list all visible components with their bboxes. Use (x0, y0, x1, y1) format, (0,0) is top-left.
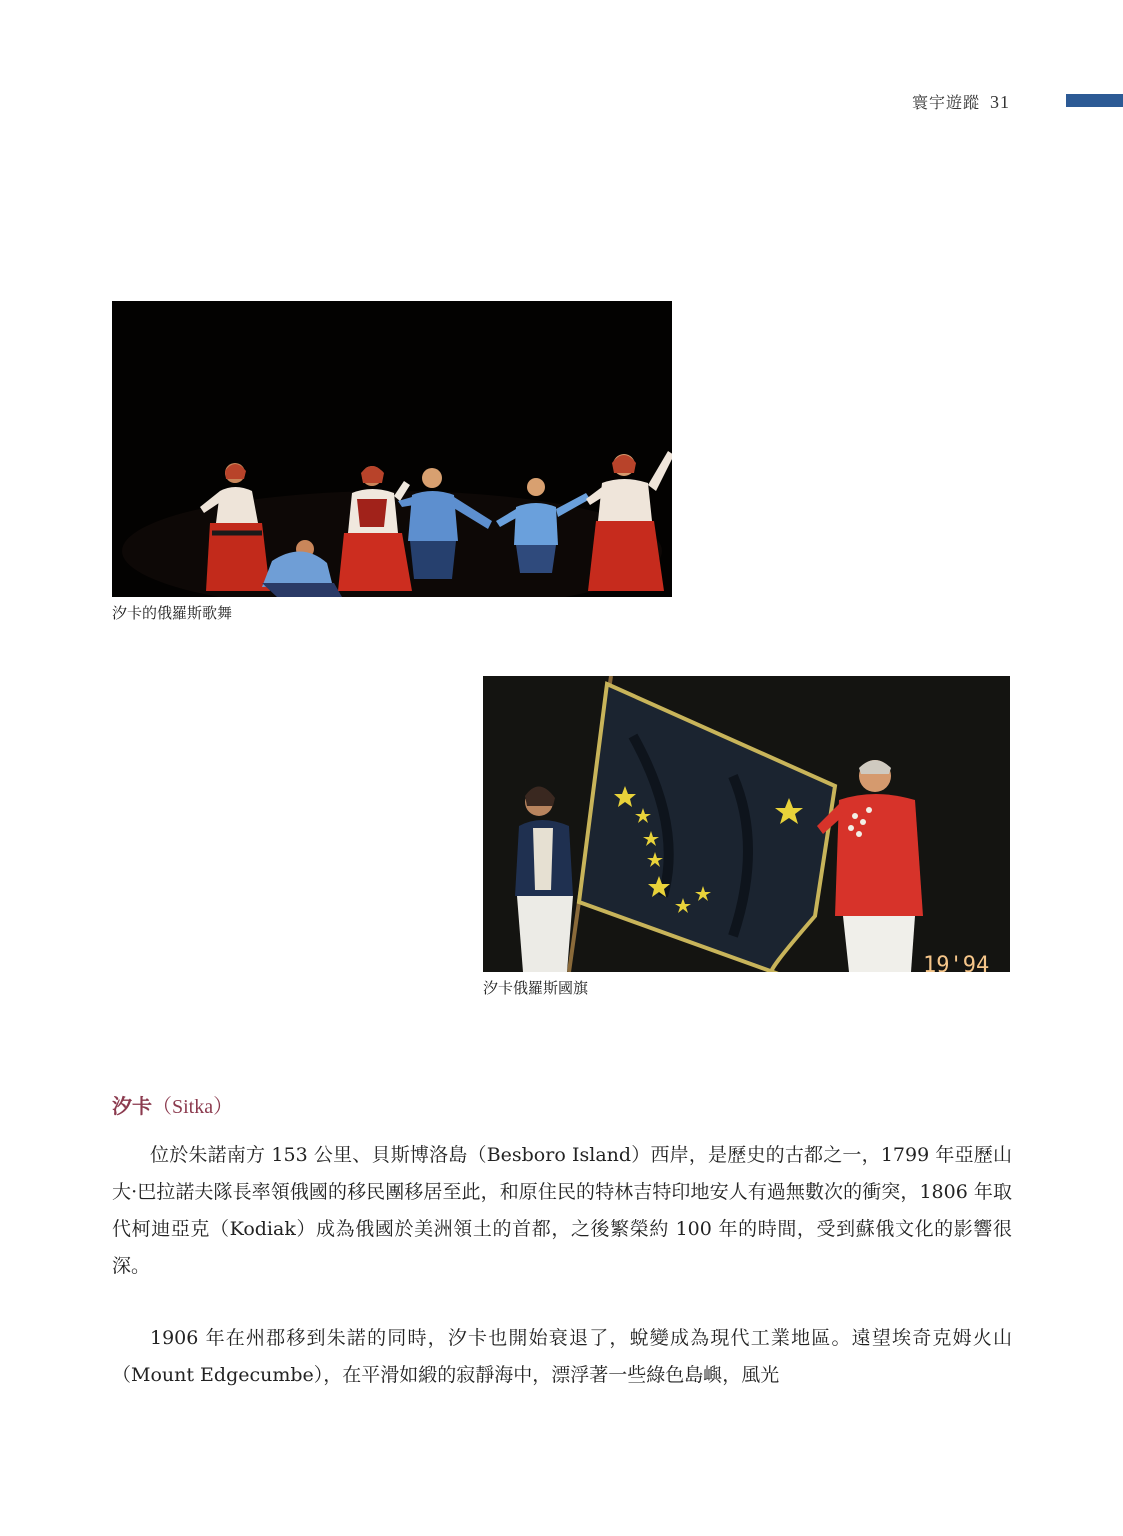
section-heading-latin: （Sitka） (152, 1096, 234, 1118)
photo-russian-dance (112, 301, 672, 597)
photo-caption: 汐卡的俄羅斯歌舞 (112, 604, 233, 622)
section-heading-cjk: 汐卡 (112, 1094, 152, 1118)
header-accent-bar (1066, 94, 1123, 107)
photo-russian-flag (483, 676, 1010, 972)
section-heading (112, 1090, 233, 1119)
running-header (912, 90, 1010, 113)
photo-caption: 汐卡俄羅斯國旗 (483, 979, 589, 997)
photo-date-stamp: 19'94 (923, 953, 990, 972)
running-header-title: 寰宇遊蹤 (911, 93, 980, 112)
flag-photo-illustration (483, 676, 1010, 972)
body-paragraph: 位於朱諾南方 153 公里、貝斯博洛島（Besboro Island）西岸，是歷史的古都之一，1799 年亞歷山大·巴拉諾夫隊長率領俄國的移民團移居至此，和原住民的特林吉特印地安人有過無數次的衝突，1806 年取代柯迪亞克（Kodiak）成為俄國於美洲領土的首都，之後繁榮約 100 年的時間，受到蘇俄文化的影響很深。 (112, 1144, 1012, 1277)
body-paragraph: 1906 年在州郡移到朱諾的同時，汐卡也開始衰退了，蛻變成為現代工業地區。遠望埃奇克姆火山（Mount Edgecumbe），在平滑如緞的寂靜海中，漂浮著一些綠色島嶼，風光 (112, 1327, 1012, 1386)
dance-photo-illustration (112, 301, 672, 597)
page-number: 31 (990, 92, 1010, 112)
